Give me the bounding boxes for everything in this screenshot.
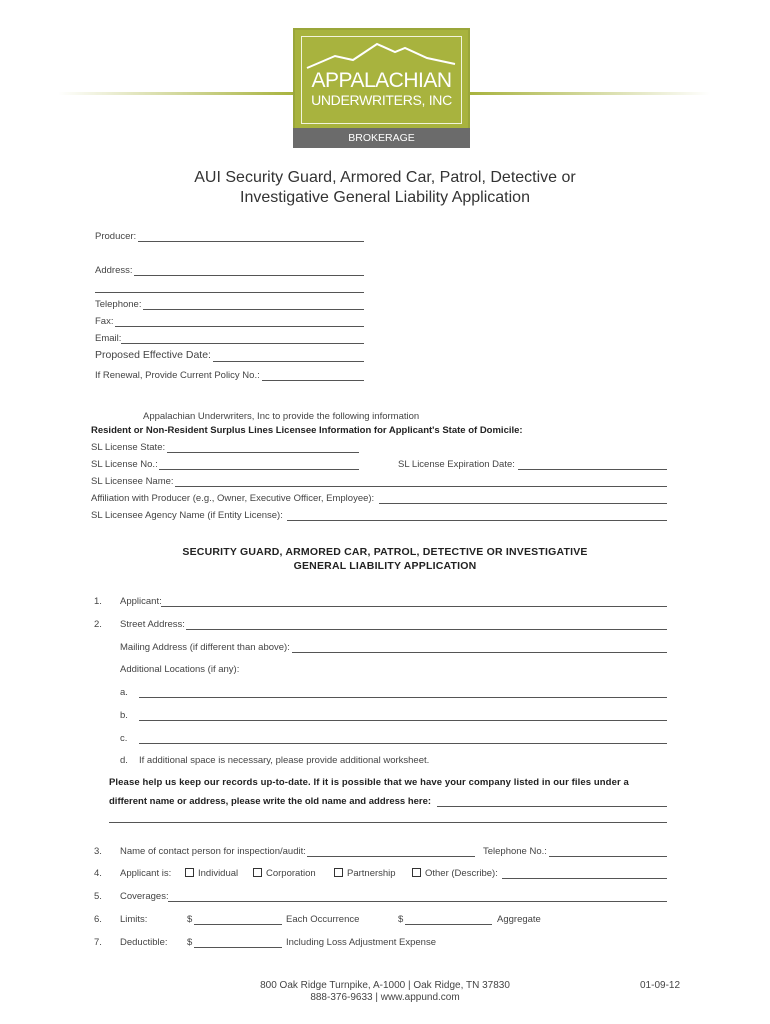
page-title [0,168,770,208]
sl-expiration-label: SL License Expiration Date: [398,459,515,470]
option-individual-label: Individual [198,868,239,879]
sl-expiration-field[interactable] [518,469,667,470]
option-individual[interactable] [185,868,238,879]
applicant-type-label: Applicant is: [120,868,172,879]
form-date: 01-09-12 [640,980,681,991]
aggregate-label: Aggregate [497,914,541,925]
renewal-field[interactable] [262,380,364,381]
sl-agency-label: SL Licensee Agency Name (if Entity License): [91,510,283,521]
producer-field[interactable] [138,241,364,242]
street-address-label: Street Address: [120,619,185,630]
sl-state-label: SL License State: [91,442,166,453]
q2-number: 2. [94,619,102,630]
deductible-note: Including Loss Adjustment Expense [286,937,436,948]
telephone-field[interactable] [143,309,364,310]
email-label: Email: [95,333,122,344]
sl-agency-field[interactable] [287,520,667,521]
records-note-line2: different name or address, please write the old name and address here: [109,796,432,807]
effective-date-label: Proposed Effective Date: [95,349,211,361]
checkbox-icon[interactable] [334,868,343,877]
sl-state-field[interactable] [167,452,359,453]
mailing-address-field[interactable] [292,652,667,653]
option-corporation-label: Corporation [266,868,316,879]
footer-address-block [200,980,570,1004]
address-label: Address: [95,265,133,276]
applicant-label: Applicant: [120,596,162,607]
logo-swoosh-left [58,92,293,95]
email-field[interactable] [121,343,364,344]
aggregate-field[interactable] [405,924,492,925]
q7-number: 7. [94,937,102,948]
logo-name: APPALACHIAN [311,69,452,92]
location-b-label: b. [120,710,128,721]
location-c-field[interactable] [139,743,667,744]
option-other-label: Other (Describe): [425,868,498,879]
coverages-label: Coverages: [120,891,169,902]
location-d-label: d. [120,755,128,766]
title-line1: AUI Security Guard, Armored Car, Patrol, Detective or [194,169,576,186]
additional-space-note: If additional space is necessary, please provide additional worksheet. [139,755,430,766]
deductible-field[interactable] [194,947,282,948]
q1-number: 1. [94,596,102,607]
checkbox-icon[interactable] [185,868,194,877]
q6-number: 6. [94,914,102,925]
each-occurrence-label: Each Occurrence [286,914,360,925]
location-a-label: a. [120,687,128,698]
aggregate-dollar: $ [398,914,404,925]
section-heading-line1: SECURITY GUARD, ARMORED CAR, PATROL, DETECTIVE OR INVESTIGATIVE [182,546,588,558]
title-line2: Investigative General Liability Application [240,189,530,206]
sl-name-field[interactable] [175,486,667,487]
telephone-label: Telephone: [95,299,142,310]
other-describe-field[interactable] [502,878,667,879]
fax-label: Fax: [95,316,114,327]
address-field[interactable] [134,275,364,276]
mountain-icon [305,38,458,70]
old-address-field[interactable] [109,822,667,823]
option-partnership[interactable] [334,868,396,879]
renewal-label: If Renewal, Provide Current Policy No.: [95,370,260,381]
location-c-label: c. [120,733,128,744]
old-name-field[interactable] [437,806,667,807]
licensee-heading: Resident or Non-Resident Surplus Lines Licensee Information for Applicant's State of Domicile: [91,425,523,436]
coverages-field[interactable] [168,901,667,902]
footer-address: 800 Oak Ridge Turnpike, A-1000 | Oak Ridge, TN 37830 [260,980,510,991]
option-corporation[interactable] [253,868,316,879]
option-other[interactable] [412,868,498,879]
street-address-field[interactable] [186,629,667,630]
q4-number: 4. [94,868,102,879]
deductible-label: Deductible: [120,937,168,948]
licensee-intro: Appalachian Underwriters, Inc to provide the following information [143,411,420,422]
mailing-address-label: Mailing Address (if different than above): [120,642,290,653]
sl-number-label: SL License No.: [91,459,158,470]
logo-swoosh-right [470,92,710,95]
location-b-field[interactable] [139,720,667,721]
sl-name-label: SL Licensee Name: [91,476,174,487]
logo-tag: BROKERAGE [293,128,470,148]
sl-affiliation-label: Affiliation with Producer (e.g., Owner, Executive Officer, Employee): [91,493,375,504]
sl-affiliation-field[interactable] [379,503,667,504]
address-field-2[interactable] [95,292,364,293]
checkbox-icon[interactable] [412,868,421,877]
option-partnership-label: Partnership [347,868,396,879]
company-logo [293,28,470,132]
records-note-line1: Please help us keep our records up-to-date. If it is possible that we have your company listed in our files under a [109,777,629,788]
q5-number: 5. [94,891,102,902]
sl-number-field[interactable] [159,469,359,470]
contact-telephone-label: Telephone No.: [483,846,547,857]
section-heading-line2: GENERAL LIABILITY APPLICATION [293,560,477,572]
q3-number: 3. [94,846,102,857]
contact-telephone-field[interactable] [549,856,667,857]
applicant-field[interactable] [161,606,667,607]
contact-person-label: Name of contact person for inspection/audit: [120,846,306,857]
section-heading [0,545,770,573]
effective-date-field[interactable] [213,361,364,362]
checkbox-icon[interactable] [253,868,262,877]
each-occurrence-dollar: $ [187,914,193,925]
producer-label: Producer: [95,231,137,242]
each-occurrence-field[interactable] [194,924,282,925]
fax-field[interactable] [115,326,364,327]
additional-locations-label: Additional Locations (if any): [120,664,240,675]
location-a-field[interactable] [139,697,667,698]
footer-contact: 888-376-9633 | www.appund.com [310,992,460,1003]
contact-person-field[interactable] [307,856,475,857]
logo-subname: UNDERWRITERS, INC [311,92,452,108]
limits-label: Limits: [120,914,148,925]
deductible-dollar: $ [187,937,193,948]
